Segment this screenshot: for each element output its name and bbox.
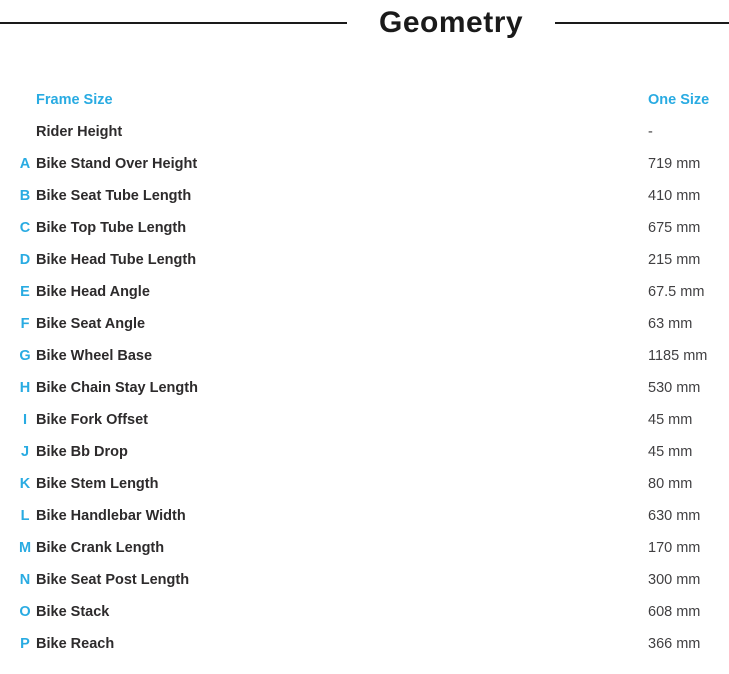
table-row	[0, 116, 729, 148]
table-row	[0, 596, 729, 628]
row-letter: C	[19, 220, 31, 236]
row-label: Bike Wheel Base	[36, 348, 153, 364]
row-letter: J	[20, 444, 30, 460]
geometry-table	[0, 84, 729, 660]
row-value: 170 mm	[648, 540, 701, 556]
table-row	[0, 564, 729, 596]
table-row	[0, 404, 729, 436]
row-label: Rider Height	[36, 124, 123, 140]
title-rule-right	[555, 22, 729, 24]
row-label: Bike Handlebar Width	[36, 508, 186, 524]
row-value: -	[648, 124, 653, 140]
table-row	[0, 308, 729, 340]
row-label: Bike Head Angle	[36, 284, 150, 300]
row-value: 67.5 mm	[648, 284, 705, 300]
row-letter: I	[22, 412, 28, 428]
table-row	[0, 148, 729, 180]
row-label: Bike Top Tube Length	[36, 220, 187, 236]
table-row	[0, 180, 729, 212]
row-letter: O	[19, 604, 31, 620]
row-value: 530 mm	[648, 380, 701, 396]
row-letter: H	[19, 380, 31, 396]
table-row	[0, 276, 729, 308]
row-label: Bike Stand Over Height	[36, 156, 198, 172]
row-value: 630 mm	[648, 508, 701, 524]
row-label: Bike Chain Stay Length	[36, 380, 198, 396]
row-label: Bike Seat Post Length	[36, 572, 190, 588]
row-value: 1185 mm	[648, 348, 708, 364]
table-row	[0, 372, 729, 404]
table-row	[0, 468, 729, 500]
table-body	[0, 116, 729, 660]
table-row	[0, 340, 729, 372]
row-value: 608 mm	[648, 604, 701, 620]
row-value: 215 mm	[648, 252, 701, 268]
row-value: 366 mm	[648, 636, 701, 652]
row-label: Bike Stack	[36, 604, 110, 620]
row-label: Bike Reach	[36, 636, 115, 652]
table-row	[0, 500, 729, 532]
row-value: 675 mm	[648, 220, 701, 236]
row-label: Bike Stem Length	[36, 476, 159, 492]
table-row	[0, 212, 729, 244]
row-letter: B	[19, 188, 31, 204]
row-label: Bike Fork Offset	[36, 412, 148, 428]
row-label: Bike Bb Drop	[36, 444, 128, 460]
page-title: Geometry	[379, 6, 524, 39]
one-size-header: One Size	[648, 92, 710, 108]
row-value: 719 mm	[648, 156, 701, 172]
row-label: Bike Seat Angle	[36, 316, 146, 332]
row-letter: L	[20, 508, 30, 524]
row-value: 300 mm	[648, 572, 701, 588]
row-value: 80 mm	[648, 476, 693, 492]
row-letter: G	[19, 348, 31, 364]
table-row	[0, 436, 729, 468]
row-letter: N	[19, 572, 31, 588]
row-value: 63 mm	[648, 316, 693, 332]
row-letter: M	[18, 540, 32, 556]
row-letter: P	[20, 636, 30, 652]
title-rule-left	[0, 22, 347, 24]
title-row	[0, 0, 729, 46]
table-row	[0, 532, 729, 564]
row-value: 45 mm	[648, 444, 693, 460]
row-letter: K	[19, 476, 31, 492]
row-letter: F	[20, 316, 30, 332]
row-letter: A	[19, 156, 31, 172]
row-label: Bike Head Tube Length	[36, 252, 197, 268]
row-label: Bike Crank Length	[36, 540, 165, 556]
row-letter: D	[19, 252, 31, 268]
row-letter: E	[20, 284, 30, 300]
row-value: 45 mm	[648, 412, 693, 428]
table-row	[0, 244, 729, 276]
frame-size-header: Frame Size	[36, 92, 113, 108]
row-label: Bike Seat Tube Length	[36, 188, 192, 204]
row-value: 410 mm	[648, 188, 701, 204]
table-row	[0, 628, 729, 660]
table-header-row	[0, 84, 729, 116]
